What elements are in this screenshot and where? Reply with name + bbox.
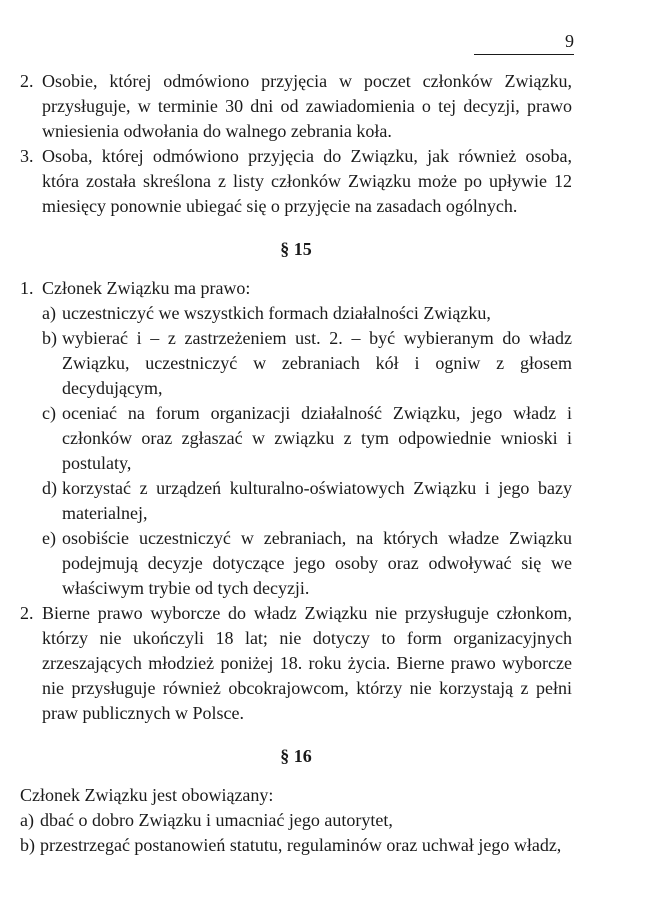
item-number: 2. bbox=[20, 71, 34, 91]
list-item bbox=[20, 69, 572, 144]
sub-item bbox=[20, 526, 572, 601]
sub-item-text: korzystać z urządzeń kulturalno-oświatowych Związku i jego bazy materialnej, bbox=[62, 478, 572, 523]
list-item bbox=[20, 144, 572, 219]
sub-item-letter: e) bbox=[42, 528, 56, 548]
sub-item-text: przestrzegać postanowień statutu, regulaminów oraz uchwał jego władz, bbox=[40, 835, 562, 855]
sub-item-letter: c) bbox=[42, 403, 56, 423]
item-number: 1. bbox=[20, 278, 34, 298]
sub-item-letter: a) bbox=[42, 303, 56, 323]
page-number: 9 bbox=[474, 30, 574, 55]
item-text: Osoba, której odmówiono przyjęcia do Związku, jak również osoba, która została skreślona z listy członków Związku może po upływie 12 miesięcy ponownie ubiegać się o przyjęcie na zasadach ogólnych. bbox=[42, 146, 572, 216]
sub-item bbox=[20, 401, 572, 476]
document-body bbox=[20, 69, 572, 858]
section-intro: Członek Związku jest obowiązany: bbox=[20, 785, 274, 805]
sub-item-text: wybierać i – z zastrzeżeniem ust. 2. – być wybieranym do władz Związku, uczestniczyć w zebraniach kół i ogniw z głosem decydującym, bbox=[62, 328, 572, 398]
sub-item-letter: a) bbox=[20, 810, 34, 830]
sub-item bbox=[20, 301, 572, 326]
sub-item-letter: b) bbox=[42, 328, 57, 348]
sub-item-text: dbać o dobro Związku i umacniać jego autorytet, bbox=[40, 810, 393, 830]
sub-item-letter: b) bbox=[20, 835, 35, 855]
item-text: Bierne prawo wyborcze do władz Związku nie przysługuje członkom, którzy nie ukończyli 18 lat; nie dotyczy to form organizacyjnych zrzeszających młodzież poniżej 18. roku życia. Bierne prawo wyborcze nie przysługuje również obcokrajowcom, którzy nie korzystają z pełni praw publicznych w Polsce. bbox=[42, 603, 572, 723]
sub-item bbox=[20, 476, 572, 526]
list-item bbox=[20, 276, 572, 301]
item-text: Członek Związku ma prawo: bbox=[42, 278, 251, 298]
item-number: 3. bbox=[20, 146, 34, 166]
sub-item-text: osobiście uczestniczyć w zebraniach, na których władze Związku podejmują decyzje dotyczące jego osoby oraz odwoływać się we właściwym trybie od tych decyzji. bbox=[62, 528, 572, 598]
sub-item bbox=[20, 808, 572, 833]
sub-item-text: uczestniczyć we wszystkich formach działalności Związku, bbox=[62, 303, 491, 323]
item-number: 2. bbox=[20, 603, 34, 623]
sub-item bbox=[20, 326, 572, 401]
sub-item bbox=[20, 833, 572, 858]
list-item bbox=[20, 601, 572, 726]
sub-item-letter: d) bbox=[42, 478, 57, 498]
sub-item-text: oceniać na forum organizacji działalność Związku, jego władz i członków oraz zgłaszać w związku z tym odpowiednie wnioski i postulaty, bbox=[62, 403, 572, 473]
section-heading-16: § 16 bbox=[280, 746, 312, 766]
item-text: Osobie, której odmówiono przyjęcia w poczet członków Związku, przysługuje, w terminie 30 dni od zawiadomienia o tej decyzji, prawo wniesienia odwołania do walnego zebrania koła. bbox=[42, 71, 572, 141]
section-heading-15: § 15 bbox=[280, 239, 312, 259]
